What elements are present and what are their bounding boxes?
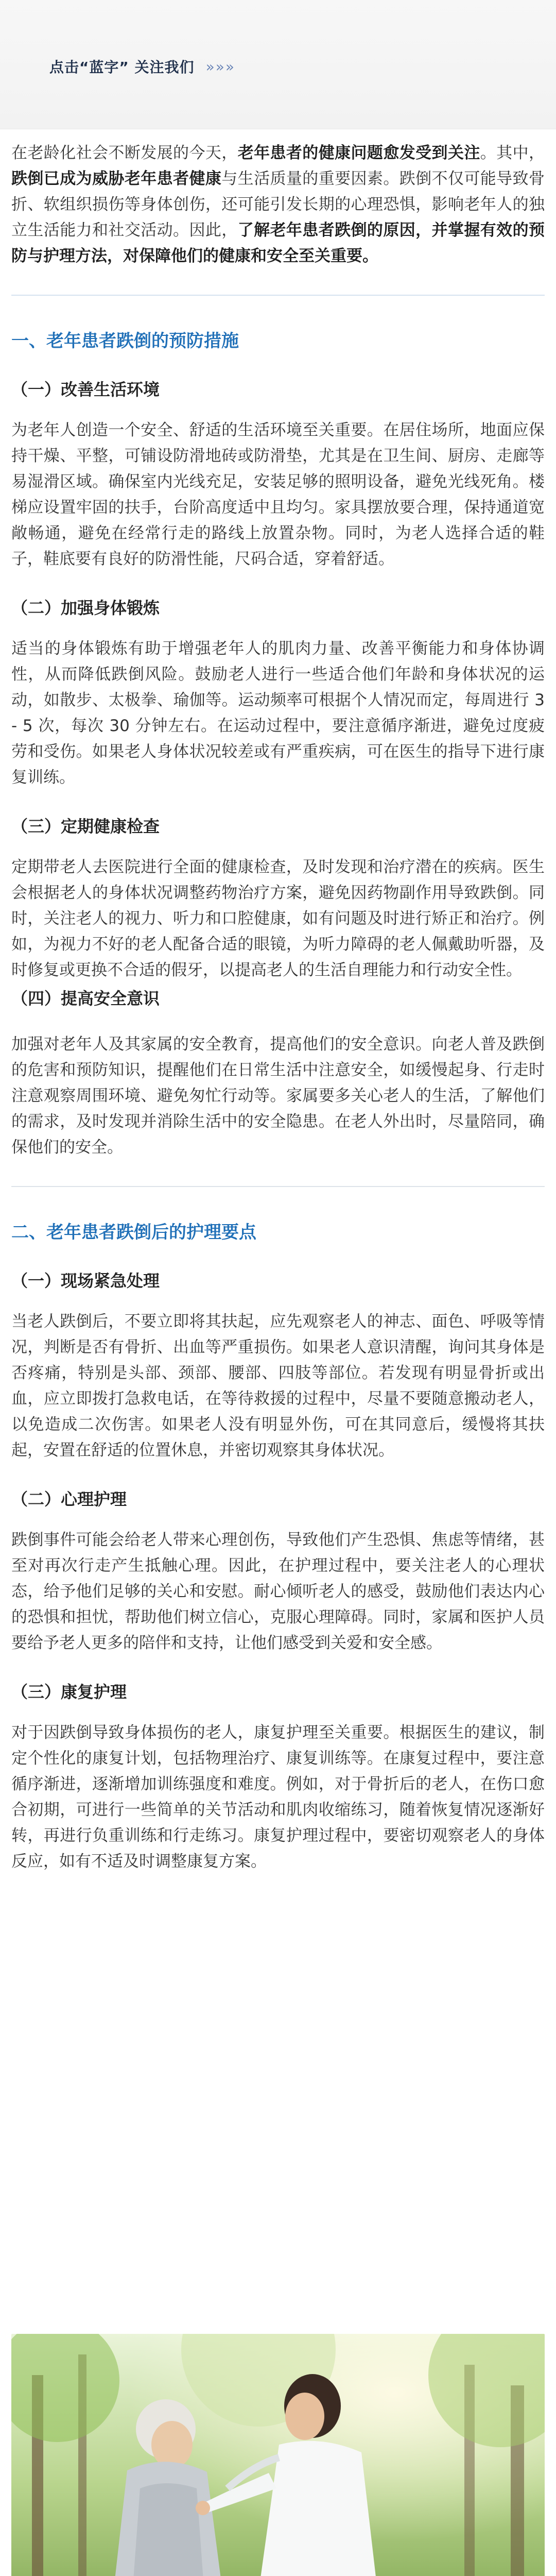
section-divider xyxy=(11,1186,545,1187)
paragraph-psychological: 跌倒事件可能会给老人带来心理创伤，导致他们产生恐惧、焦虑等情绪，甚至对再次行走产生抵触心理。因此，在护理过程中，要关注老人的心理状态，给予他们足够的关心和安慰。耐心倾听老人的感受，鼓励他们表达内心的恐惧和担忧，帮助他们树立信心，克服心理障碍。同时，家属和医护人员要给予老人更多的陪伴和支持，让他们感受到关爱和安全感。 xyxy=(11,1531,545,1652)
subheading-psychological: （二）心理护理 xyxy=(11,1489,127,1509)
section-title-care: 二、老年患者跌倒后的护理要点 xyxy=(11,1222,256,1243)
paragraph-exercise: 适当的身体锻炼有助于增强老年人的肌肉力量、改善平衡能力和身体协调性，从而降低跌倒风险。鼓励老人进行一些适合他们年龄和身体状况的运动，如散步、太极拳、瑜伽等。运动频率可根据个人情况而定，每周进行 3 - 5 次，每次 30 分钟左右。在运动过程中，要注意循序渐进，避免过度疲劳和受伤。如果老人身体状况较差或有严重疾病，可在医生的指导下进行康复训练。 xyxy=(11,639,545,787)
section-title-prevention: 一、老年患者跌倒的预防措施 xyxy=(11,331,239,351)
subheading-environment: （一）改善生活环境 xyxy=(11,380,160,399)
intro-paragraph: 在老龄化社会不断发展的今天，老年患者的健康问题愈发受到关注。其中，跌倒已成为威胁老年患者健康与生活质量的重要因素。跌倒不仅可能导致骨折、软组织损伤等身体创伤，还可能引发长期的心理恐惧，影响老年人的独立生活能力和社交活动。因此，了解老年患者跌倒的原因，并掌握有效的预防与护理方法，对保障他们的健康和安全至关重要。 xyxy=(11,144,545,265)
subheading-emergency: （一）现场紧急处理 xyxy=(11,1271,160,1291)
paragraph-checkup: 定期带老人去医院进行全面的健康检查，及时发现和治疗潜在的疾病。医生会根据老人的身体状况调整药物治疗方案，避免因药物副作用导致跌倒。同时，关注老人的视力、听力和口腔健康，如有问题及时进行矫正和治疗。例如，为视力不好的老人配备合适的眼镜，为听力障碍的老人佩戴助听器，及时修复或更换不合适的假牙，以提高老人的生活自理能力和行动安全性。 xyxy=(11,858,545,979)
paragraph-emergency: 当老人跌倒后，不要立即将其扶起，应先观察老人的神志、面色、呼吸等情况，判断是否有骨折、出血等严重损伤。如果老人意识清醒，询问其身体是否疼痛，特别是头部、颈部、腰部、四肢等部位。若发现有明显骨折或出血，应立即拨打急救电话，在等待救援的过程中，尽量不要随意搬动老人，以免造成二次伤害。如果老人没有明显外伤，可在其同意后，缓慢将其扶起，安置在舒适的位置休息，并密切观察其身体状况。 xyxy=(11,1312,545,1460)
article-body xyxy=(11,140,545,1874)
photo-caregiver-park xyxy=(11,2334,545,2576)
paragraph-rehab: 对于因跌倒导致身体损伤的老人，康复护理至关重要。根据医生的建议，制定个性化的康复计划，包括物理治疗、康复训练等。在康复过程中，要注意循序渐进，逐渐增加训练强度和难度。例如，对于骨折后的老人，在伤口愈合初期，可进行一些简单的关节活动和肌肉收缩练习，随着恢复情况逐渐好转，再进行负重训练和行走练习。康复护理过程中，要密切观察老人的身体反应，如有不适及时调整康复方案。 xyxy=(11,1723,545,1871)
paragraph-awareness: 加强对老年人及其家属的安全教育，提高他们的安全意识。向老人普及跌倒的危害和预防知识，提醒他们在日常生活中注意安全，如缓慢起身、行走时注意观察周围环境、避免匆忙行动等。家属要多关心老人的生活，了解他们的需求，及时发现并消除生活中的安全隐患。在老人外出时，尽量陪同，确保他们的安全。 xyxy=(11,1035,545,1157)
follow-text: 点击“蓝字” 关注我们 xyxy=(49,59,195,76)
follow-prompt[interactable] xyxy=(49,54,235,79)
subheading-exercise: （二）加强身体锻炼 xyxy=(11,598,160,618)
double-chevron-right-icon: »»» xyxy=(205,58,235,75)
subheading-awareness: （四）提高安全意识 xyxy=(11,989,160,1008)
paragraph-environment: 为老年人创造一个安全、舒适的生活环境至关重要。在居住场所，地面应保持干燥、平整，可铺设防滑地砖或防滑垫，尤其是在卫生间、厨房、走廊等易湿滑区域。确保室内光线充足，安装足够的照明设备，避免光线死角。楼梯应设置牢固的扶手，台阶高度适中且均匀。家具摆放要合理，保持通道宽敞畅通，避免在经常行走的路线上放置杂物。同时，为老人选择合适的鞋子，鞋底要有良好的防滑性能，尺码合适，穿着舒适。 xyxy=(11,421,545,568)
section-divider xyxy=(11,295,545,296)
caregiver-illustration xyxy=(11,2334,545,2576)
subheading-rehab: （三）康复护理 xyxy=(11,1682,127,1702)
subheading-checkup: （三）定期健康检查 xyxy=(11,817,160,836)
